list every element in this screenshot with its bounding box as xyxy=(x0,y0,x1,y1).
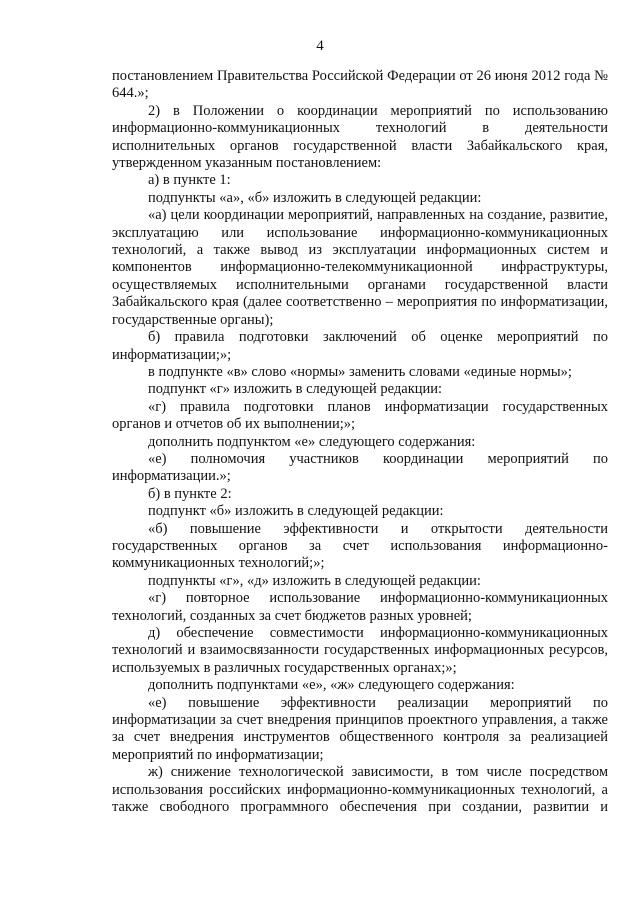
paragraph: дополнить подпунктами «е», «ж» следующего содержания: xyxy=(148,677,515,694)
page-number: 4 xyxy=(316,38,324,54)
paragraph: 2) в Положении о координации мероприятий по использованию информационно-коммуникационных технологий в деятельности исполнительных органов государственной власти Забайкальского края, утвержденном указанным постановлением: xyxy=(112,102,608,172)
paragraph: а) в пункте 1: xyxy=(148,172,231,189)
paragraph: дополнить подпунктом «е» следующего содержания: xyxy=(148,433,476,450)
paragraph: «б) повышение эффективности и открытости деятельности государственных органов за счет использования информационно-коммуникационных технологий;»; xyxy=(112,520,608,572)
paragraph: подпункты «г», «д» изложить в следующей редакции: xyxy=(148,572,481,589)
paragraph: д) обеспечение совместимости информационно-коммуникационных технологий и взаимосвязанности государственных информационных ресурсов, используемых в различных государственных органах;»; xyxy=(112,625,608,676)
paragraph: «г) повторное использование информационно-коммуникационных технологий, созданных за счет бюджетов разных уровней; xyxy=(112,590,608,624)
paragraph: ж) снижение технологической зависимости, в том числе посредством использования российских информационно-коммуникационных технологий, а также свободного программного обеспечения при создании, развитии и xyxy=(112,764,608,816)
paragraph: подпункт «б» изложить в следующей редакции: xyxy=(148,503,444,520)
paragraph: постановлением Правительства Российской Федерации от 26 июня 2012 года № 644.»; xyxy=(112,68,608,102)
paragraph: б) правила подготовки заключений об оценке мероприятий по информатизации;»; xyxy=(112,329,608,363)
paragraph: «г) правила подготовки планов информатизации государственных органов и отчетов об их выполнении;»; xyxy=(112,398,608,433)
document-body xyxy=(112,68,608,816)
paragraph: б) в пункте 2: xyxy=(148,485,232,502)
paragraph: «е) полномочия участников координации мероприятий по информатизации.»; xyxy=(112,450,608,485)
paragraph: подпункты «а», «б» изложить в следующей редакции: xyxy=(148,189,482,206)
paragraph: «е) повышение эффективности реализации мероприятий по информатизации за счет внедрения принципов проектного управления, а также за счет внедрения инструментов общественного контроля за реализацией мероприятий по информатизации; xyxy=(112,694,608,763)
paragraph: «а) цели координации мероприятий, направленных на создание, развитие, эксплуатацию или использование информационно-коммуникационных технологий, а также вывод из эксплуатации информационных систем и компонентов информационно-телекоммуникационной инфраструктуры, осуществляемых исполнительными органами государственной власти Забайкальского края (далее соответственно – мероприятия по информатизации, государственные органы); xyxy=(112,207,608,328)
paragraph: в подпункте «в» слово «нормы» заменить словами «единые нормы»; xyxy=(148,363,572,380)
paragraph: подпункт «г» изложить в следующей редакции: xyxy=(148,381,443,398)
